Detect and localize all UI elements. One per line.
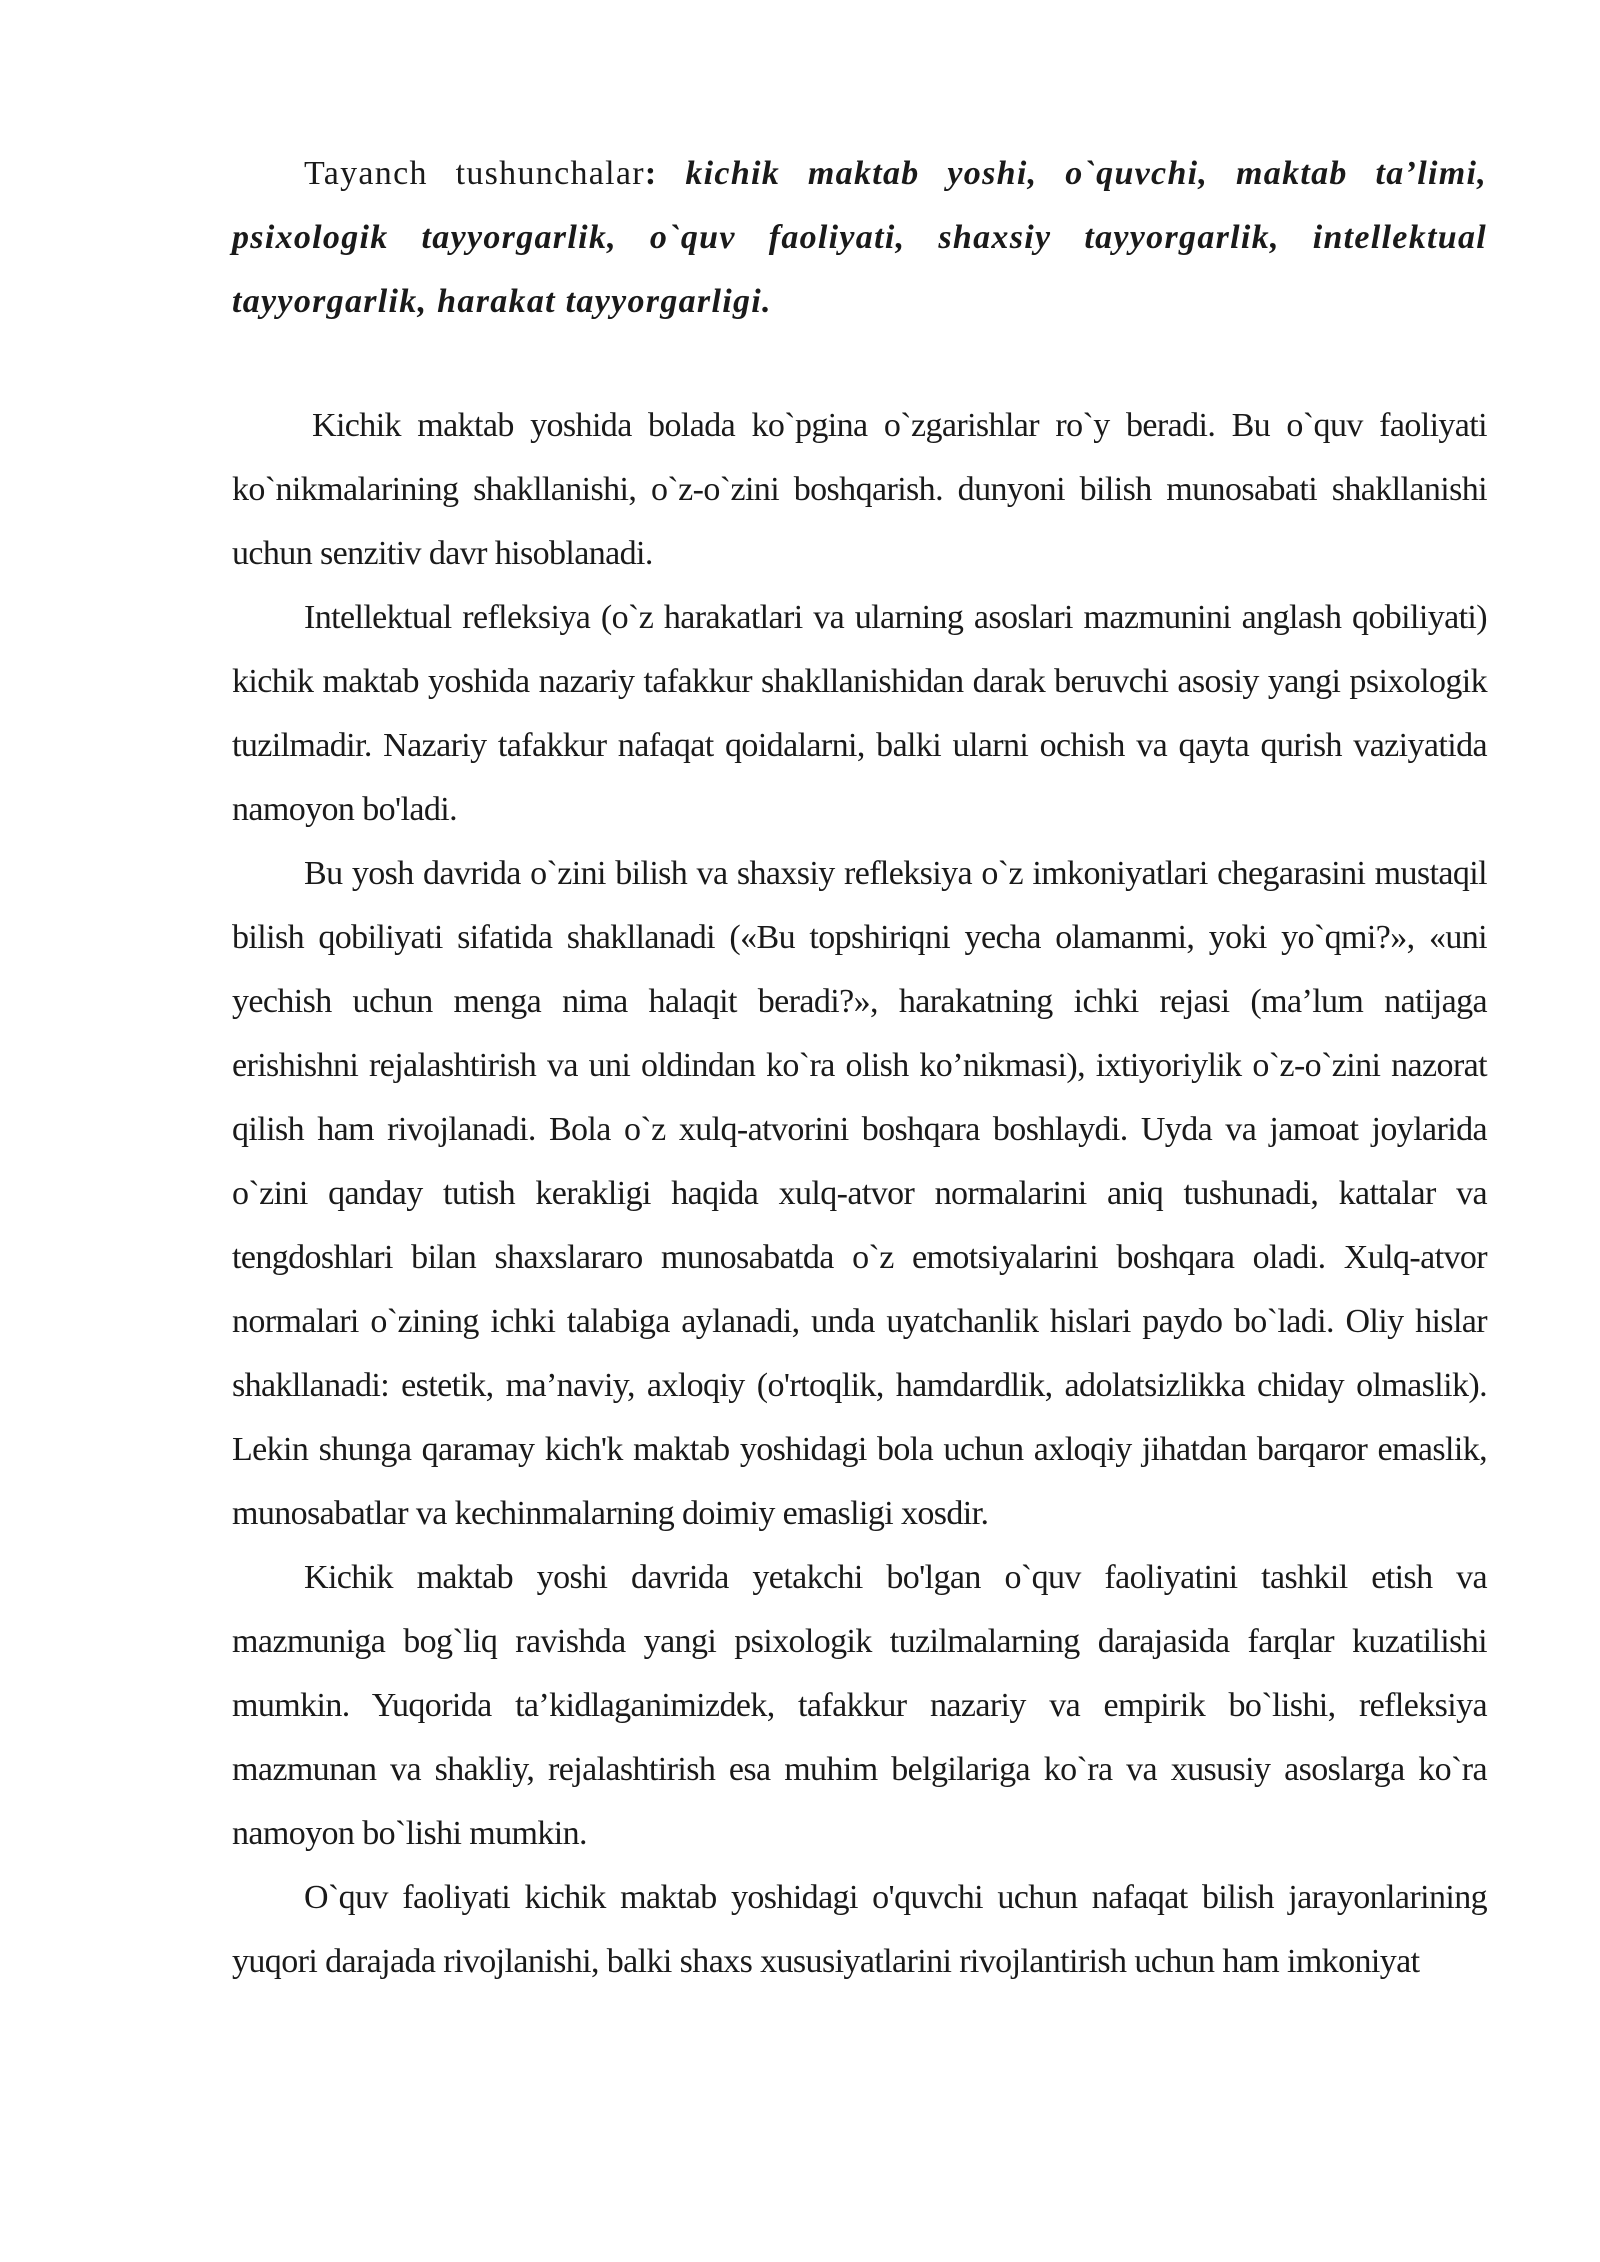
- body-paragraph-3: Bu yosh davrida o`zini bilish va shaxsiy refleksiya o`z imkoniyatlari chegarasini mustaqil bilish qobiliyati sifatida shakllanadi («Bu topshiriqni yecha olamanmi, yoki yo`qmi?», «uni yechish uchun menga nima halaqit beradi?», harakatning ichki rejasi (ma’lum natijaga erishishni rejalashtirish va uni oldindan ko`ra olish ko’nikmasi), ixtiyoriylik o`z-o`zini nazorat qilish ham rivojlanadi. Bola o`z xulq-atvorini boshqara boshlaydi. Uyda va jamoat joylarida o`zini qanday tutish kerakligi haqida xulq-atvor normalarini aniq tushunadi, kattalar va tengdoshlari bilan shaxslararo munosabatda o`z emotsiyalarini boshqara oladi. Xulq-atvor normalari o`zining ichki talabiga aylanadi, unda uyatchanlik hislari paydo bo`ladi. Oliy hislar shakllanadi: estetik, ma’naviy, axloqiy (o'rtoqlik, hamdardlik, adolatsizlikka chiday olmaslik). Lekin shunga qaramay kich'k maktab yoshidagi bola uchun axloqiy jihatdan barqaror emaslik, munosabatlar va kechinmalarning doimiy emasligi xosdir.: [232, 855, 1487, 1532]
- body-paragraph-4: Kichik maktab yoshi davrida yetakchi bo'lgan o`quv faoliyatini tashkil etish va mazmuniga bog`liq ravishda yangi psixologik tuzilmalarning darajasida farqlar kuzatilishi mumkin. Yuqorida ta’kidlaganimizdek, tafakkur nazariy va empirik bo`lishi, refleksiya mazmunan va shakliy, rejalashtirish esa muhim belgilariga ko`ra va xususiy asoslarga ko`ra namoyon bo`lishi mumkin.: [232, 1559, 1487, 1852]
- keywords-label: Tayanch tushunchalar: [304, 155, 645, 192]
- body-paragraph-2: Intellektual refleksiya (o`z harakatlari va ularning asoslari mazmunini anglash qobiliyati) kichik maktab yoshida nazariy tafakkur shakllanishidan darak beruvchi asosiy yangi psixologik tuzilmadir. Nazariy tafakkur nafaqat qoidalarni, balki ularni ochish va qayta qurish vaziyatida namoyon bo'ladi.: [232, 599, 1487, 828]
- body-paragraph-5: O`quv faoliyati kichik maktab yoshidagi o'quvchi uchun nafaqat bilish jarayonlarining yuqori darajada rivojlanishi, balki shaxs xususiyatlarini rivojlantirish uchun ham imkoniyat: [232, 1879, 1487, 1980]
- document-body: [232, 142, 1487, 1994]
- keywords-colon: :: [644, 155, 658, 192]
- keywords-paragraph: [232, 142, 1487, 334]
- section-gap: [232, 334, 1487, 394]
- body-paragraph-1: Kichik maktab yoshida bolada ko`pgina o`zgarishlar ro`y beradi. Bu o`quv faoliyati ko`nikmalarining shakllanishi, o`z-o`zini boshqarish. dunyoni bilish munosabati shakllanishi uchun senzitiv davr hisoblanadi.: [232, 407, 1487, 572]
- keywords-terms: kichik maktab yoshi, o`quvchi, maktab ta’limi, psixologik tayyorgarlik, o`quv faoliyati, shaxsiy tayyorgarlik, intellektual tayyorgarlik, harakat tayyorgarligi.: [232, 155, 1487, 320]
